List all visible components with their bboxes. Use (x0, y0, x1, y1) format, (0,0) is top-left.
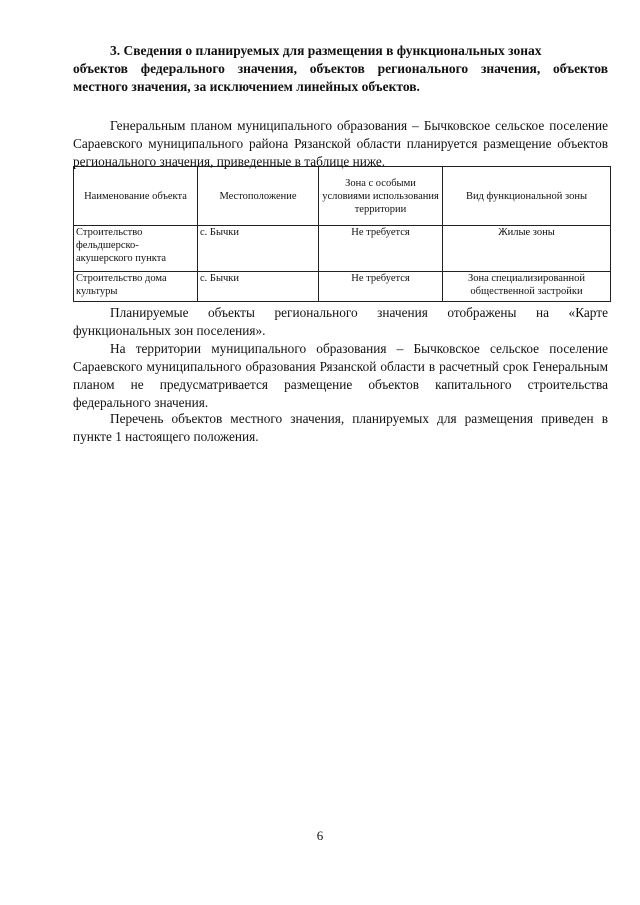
table-row (74, 226, 611, 272)
cell-name: Строительство дома культуры (74, 272, 198, 302)
table-row (74, 272, 611, 302)
intro-paragraph: Генеральным планом муниципального образования – Бычковское сельское поселение Сараевского муниципального района Рязанской области планируется размещение объектов регионального значения, приведенные в таблице ниже. (73, 118, 608, 169)
federal-objects-paragraph: На территории муниципального образования – Бычковское сельское поселение Сараевского муниципального образования Рязанской области в расчетный срок Генеральным планом не предусматривается размещение объектов капитального строительства федерального значения. (73, 341, 608, 410)
cell-zone-type: Зона специализированной общественной застройки (443, 272, 611, 302)
cell-location: с. Бычки (198, 272, 319, 302)
local-objects-paragraph: Перечень объектов местного значения, планируемых для размещения приведен в пункте 1 настоящего положения. (73, 411, 608, 444)
section-heading-rest: объектов федерального значения, объектов регионального значения, объектов местного значения, за исключением линейных объектов. (73, 61, 608, 94)
regional-objects-table (73, 166, 611, 302)
page-number: 6 (316, 828, 324, 843)
map-reference-paragraph: Планируемые объекты регионального значения отображены на «Карте функциональных зон поселения». (73, 305, 608, 338)
section-heading (73, 42, 608, 96)
cell-zone-special: Не требуется (319, 272, 443, 302)
header-zone-special: Зона с особыми условиями использования территории (319, 167, 443, 226)
header-location: Местоположение (198, 167, 319, 226)
cell-zone-type: Жилые зоны (443, 226, 611, 272)
cell-location: с. Бычки (198, 226, 319, 272)
table-header-row (74, 167, 611, 226)
cell-zone-special: Не требуется (319, 226, 443, 272)
cell-name: Строительство фельдшерско-акушерского пункта (74, 226, 198, 272)
section-heading-line1: 3. Сведения о планируемых для размещения в функциональных зонах (110, 43, 542, 58)
header-name: Наименование объекта (74, 167, 198, 226)
header-zone-type: Вид функциональной зоны (443, 167, 611, 226)
